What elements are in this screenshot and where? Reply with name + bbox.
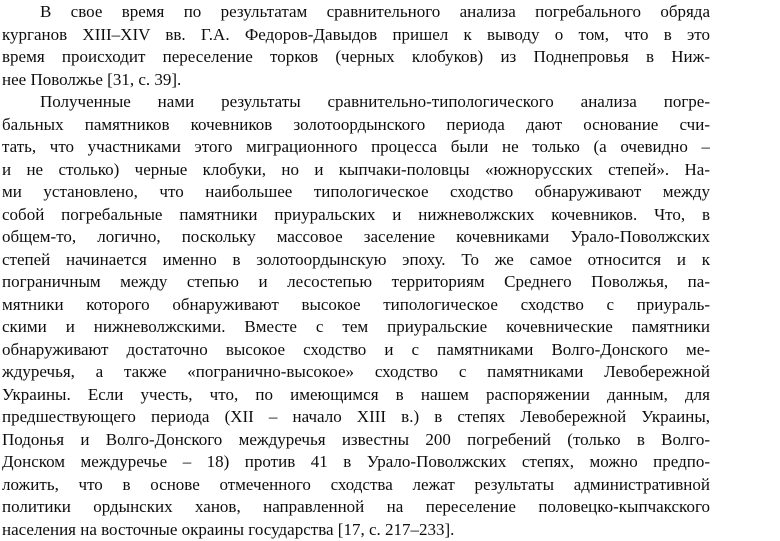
text-line: предшествующего периода (XII – начало XIII в.) в степях Левобережной Украины, — [2, 407, 710, 426]
text-line: и не столько) черные клобуки, но и кыпчаки-половцы «южнорусских степей». На- — [2, 159, 710, 179]
text-line: населения на восточные окраины государства [17, с. 217–233]. — [2, 519, 455, 539]
text-line: мятники которого обнаруживают высокое типологическое сходство с приураль- — [2, 294, 710, 314]
text-line: курганов XIII–XIV вв. Г.А. Федоров-Давыдов пришел к выводу о том, что в это — [2, 24, 710, 44]
text-line: общем-то, логично, поскольку массовое заселение кочевниками Урало-Поволжских — [2, 227, 710, 246]
text-line: собой погребальные памятники приуральских и нижневолжских кочевников. Что, в — [2, 204, 710, 224]
text-line: ждуречья, а также «погранично-высокое» сходство с памятниками Левобережной — [2, 362, 710, 381]
text-line: ми установлено, что наибольшее типологическое сходство обнаруживают между — [2, 182, 710, 201]
text-line: ложить, что в основе отмеченного сходства лежат результаты административной — [2, 474, 710, 494]
text-line: политики ордынских ханов, направленной на переселение половецко-кыпчакского — [2, 497, 710, 516]
text-line: тать, что участниками этого миграционного процесса были не только (а очевидно – — [2, 137, 710, 156]
text-line: Донском междуречье – 18) против 41 в Урало-Поволжских степях, можно предпо- — [2, 452, 710, 471]
text-line: время происходит переселение торков (черных клобуков) из Поднепровья в Ниж- — [2, 47, 710, 66]
text-line: обнаруживают достаточно высокое сходство и с памятниками Волго-Донского ме- — [2, 339, 710, 359]
text-line: степей начинается именно в золотоордынскую эпоху. То же самое относится и к — [2, 249, 710, 269]
text-line: скими и нижневолжскими. Вместе с тем приуральские кочевнические памятники — [2, 317, 710, 336]
text-line: бальных памятников кочевников золотоордынского периода дают основание счи- — [2, 114, 710, 134]
text-line: Подонья и Волго-Донского междуречья известны 200 погребений (только в Волго- — [2, 429, 710, 449]
text-line: Полученные нами результаты сравнительно-типологического анализа погре- — [40, 92, 710, 111]
text-line: В свое время по результатам сравнительного анализа погребального обряда — [40, 2, 710, 21]
text-line: пограничным между степью и лесостепью территориям Среднего Поволжья, па- — [2, 272, 710, 291]
text-line: нее Поволжье [31, с. 39]. — [2, 69, 182, 89]
text-line: Украины. Если учесть, что, по имеющимся в нашем распоряжении данным, для — [2, 384, 710, 404]
